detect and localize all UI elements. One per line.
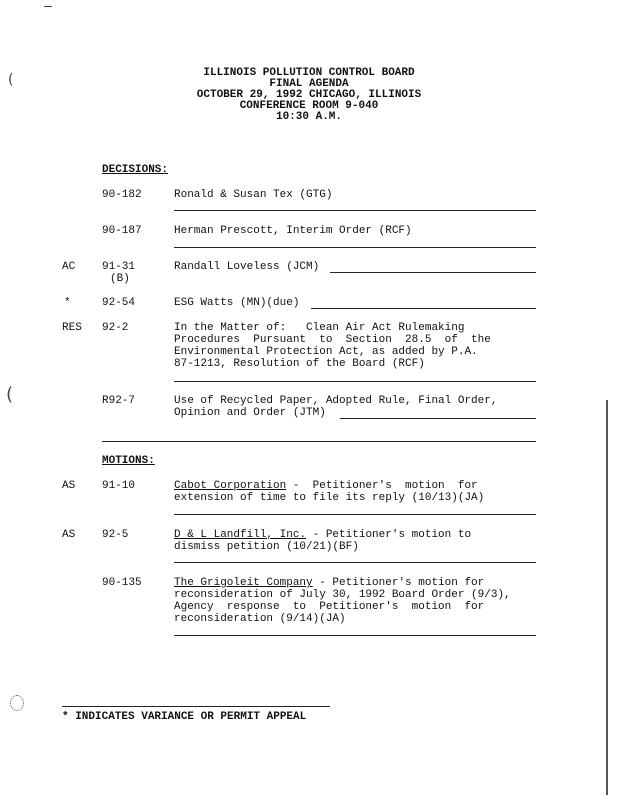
- description-line: Opinion and Order (JTM): [174, 407, 326, 419]
- case-number-value: 91-31: [102, 261, 136, 273]
- case-description: [174, 395, 536, 419]
- meeting-date-location: OCTOBER 29, 1992 CHICAGO, ILLINOIS: [196, 89, 422, 101]
- footer-rule: [62, 706, 330, 707]
- case-code: *: [64, 297, 71, 309]
- case-number: 92-5: [102, 529, 129, 541]
- case-number: 91-10: [102, 480, 136, 492]
- decisions-heading: DECISIONS:: [102, 164, 169, 176]
- description-text: - Petitioner's motion for: [286, 480, 478, 492]
- margin-bracket-middle: (: [6, 384, 14, 405]
- motion-description: [174, 577, 536, 625]
- entry-rule: [340, 418, 536, 419]
- party-name: The Grigoleit Company: [174, 577, 313, 589]
- margin-bracket-top: (: [8, 72, 14, 88]
- description-line: reconsideration of July 30, 1992 Board Order (9/3),: [174, 589, 511, 601]
- motion-code: AS: [62, 529, 76, 541]
- scan-mark-top: [44, 6, 52, 7]
- case-number: 90-187: [102, 225, 142, 237]
- case-code: AC: [62, 261, 76, 273]
- case-description: [174, 322, 536, 370]
- description-text: - Petitioner's motion to: [306, 529, 472, 541]
- description-line: dismiss petition (10/21)(BF): [174, 541, 359, 553]
- entry-rule: [330, 272, 536, 273]
- footer-note: * INDICATES VARIANCE OR PERMIT APPEAL: [62, 711, 307, 723]
- description-line: reconsideration (9/14)(JA): [174, 613, 346, 625]
- meeting-time: 10:30 A.M.: [275, 111, 342, 123]
- case-number: 92-2: [102, 322, 129, 334]
- scan-edge-line: [606, 400, 608, 795]
- motion-description: [174, 529, 536, 553]
- description-line: [174, 577, 536, 589]
- description-text: - Petitioner's motion for: [312, 577, 485, 589]
- party-name: Cabot Corporation: [174, 480, 287, 492]
- description-line: 87-1213, Resolution of the Board (RCF): [174, 358, 425, 370]
- case-number: [102, 261, 166, 285]
- party-name: D & L Landfill, Inc.: [174, 529, 307, 541]
- case-description: Ronald & Susan Tex (GTG): [174, 189, 333, 201]
- meeting-room: CONFERENCE ROOM 9-040: [239, 100, 379, 112]
- entry-rule: [174, 562, 536, 563]
- entry-rule: [174, 635, 536, 636]
- agenda-header: [0, 68, 618, 123]
- case-number: R92-7: [102, 395, 136, 407]
- description-line: extension of time to file its reply (10/13)(JA): [174, 492, 485, 504]
- entry-rule: [311, 308, 536, 309]
- case-subdesignation: (B): [110, 273, 130, 285]
- description-line: Procedures Pursuant to Section 28.5 of the: [174, 334, 491, 346]
- case-description: Herman Prescott, Interim Order (RCF): [174, 225, 412, 237]
- hole-punch-mark: [10, 695, 24, 711]
- motion-code: AS: [62, 480, 76, 492]
- description-line: Agency response to Petitioner's motion for: [174, 601, 485, 613]
- description-line: Environmental Protection Act, as added by P.A.: [174, 346, 478, 358]
- case-code: RES: [62, 322, 82, 334]
- board-name: ILLINOIS POLLUTION CONTROL BOARD: [203, 67, 415, 79]
- case-number: 92-54: [102, 297, 136, 309]
- section-rule: [102, 441, 536, 442]
- entry-rule: [174, 514, 536, 515]
- case-number: 90-135: [102, 577, 142, 589]
- case-description: Randall Loveless (JCM): [174, 261, 320, 273]
- motions-heading: MOTIONS:: [102, 455, 155, 467]
- entry-rule: [174, 210, 536, 211]
- entry-rule: [174, 381, 536, 382]
- description-line: In the Matter of: Clean Air Act Rulemaking: [174, 322, 465, 334]
- agenda-title: FINAL AGENDA: [269, 78, 349, 90]
- description-line: [174, 529, 536, 541]
- case-description: ESG Watts (MN)(due): [174, 297, 300, 309]
- description-line: [174, 480, 536, 492]
- entry-rule: [174, 247, 536, 248]
- motion-description: [174, 480, 536, 504]
- case-number: 90-182: [102, 189, 142, 201]
- description-line: Use of Recycled Paper, Adopted Rule, Final Order,: [174, 395, 498, 407]
